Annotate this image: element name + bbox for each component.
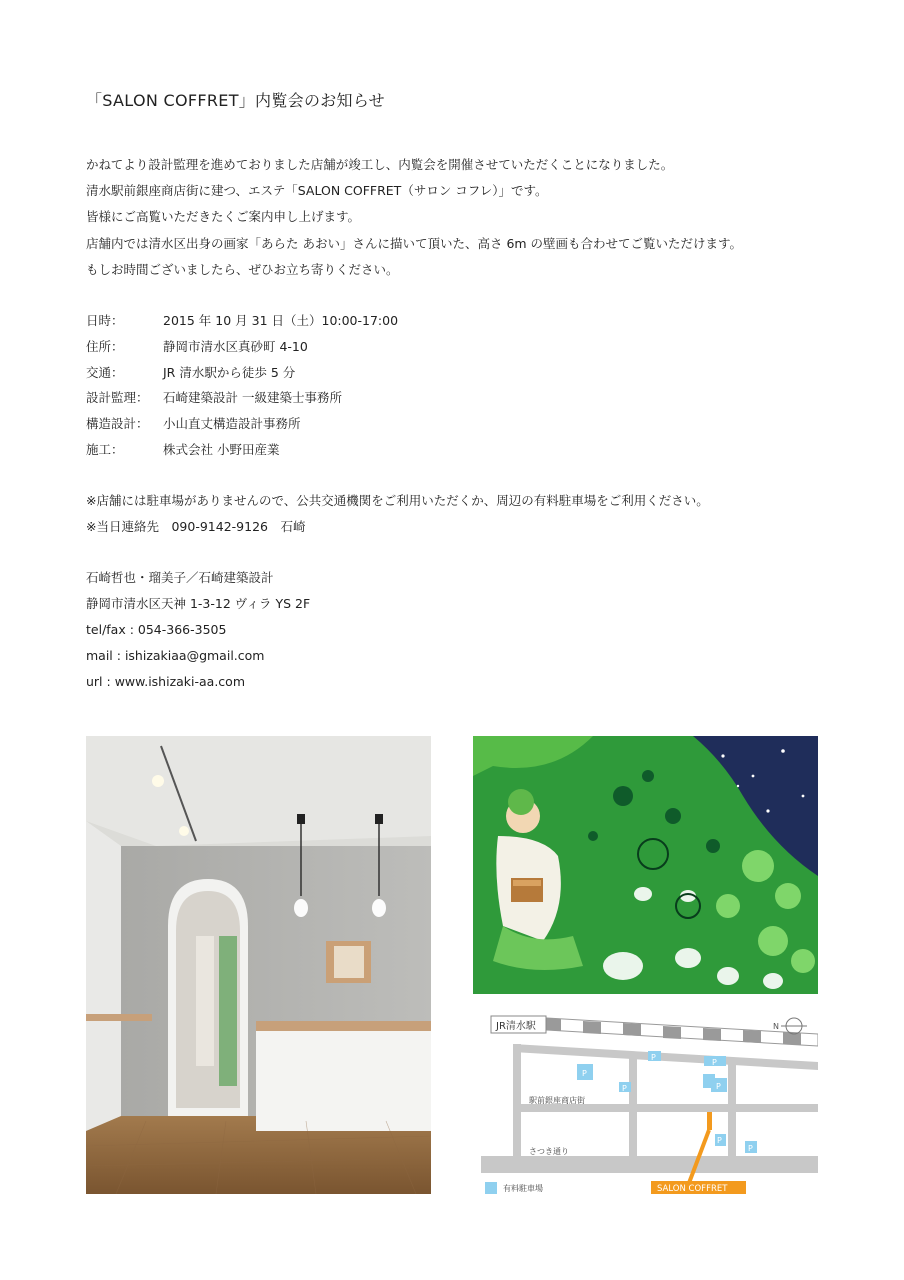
station-label: JR清水駅 [496, 1021, 536, 1032]
detail-value: 株式会社 小野田産業 [163, 441, 280, 457]
note-parking: ※店舗には駐車場がありませんので、公共交通機関をご利用いただくか、周辺の有料駐車場をご利用ください。 [86, 493, 709, 508]
intro-line: 清水駅前銀座商店街に建つ、エステ「SALON COFFRET（サロン コフレ）」です。 [86, 183, 548, 199]
detail-value: 石崎建築設計 一級建築士事務所 [163, 390, 342, 406]
contact-mail-link[interactable]: mail : ishizakiaa@gmail.com [86, 648, 265, 663]
legend-parking-label: 有料駐車場 [503, 1184, 543, 1193]
railway-line [513, 1016, 818, 1046]
svg-text:P: P [622, 1084, 627, 1093]
street-label-satsuki: さつき通り [529, 1147, 569, 1156]
svg-text:P: P [748, 1144, 753, 1153]
detail-label: 設計監理： [86, 390, 149, 406]
detail-label: 住所： [86, 338, 124, 354]
interior-photo [86, 736, 431, 1194]
detail-label: 日時： [86, 313, 124, 328]
intro-paragraph [86, 152, 742, 283]
contact-url-link[interactable]: url : www.ishizaki-aa.com [86, 674, 246, 689]
svg-text:P: P [717, 1136, 722, 1145]
detail-value: 2015 年 10 月 31 日（土）10:00-17:00 [163, 313, 399, 328]
north-label: N [773, 1022, 779, 1031]
detail-label: 施工： [86, 441, 124, 457]
intro-line: かねてより設計監理を進めておりました店舗が竣工し、内覧会を開催させていただくことになりました。 [86, 157, 674, 172]
detail-row-structure [86, 411, 398, 437]
notes [86, 488, 709, 540]
page-title: 「SALON COFFRET」内覧会のお知らせ [86, 91, 385, 110]
contact-name: 石崎哲也・瑠美子／石崎建築設計 [86, 570, 274, 585]
event-details [86, 308, 398, 463]
svg-text:P: P [582, 1069, 587, 1078]
access-map [473, 1006, 818, 1196]
svg-text:P: P [712, 1058, 717, 1067]
detail-row-date [86, 308, 398, 334]
detail-value: 小山直丈構造設計事務所 [163, 416, 301, 432]
intro-line: 皆様にご高覧いただきたくご案内申し上げます。 [86, 209, 361, 225]
detail-row-construction [86, 437, 398, 463]
detail-label: 構造設計： [86, 416, 149, 432]
detail-row-address [86, 334, 398, 360]
detail-value: JR 清水駅から徒歩 5 分 [163, 364, 296, 380]
detail-row-design [86, 385, 398, 411]
contact-info [86, 565, 310, 695]
contact-tel: tel/fax : 054-366-3505 [86, 622, 227, 637]
intro-line: もしお時間ございましたら、ぜひお立ち寄りください。 [86, 261, 399, 277]
svg-text:P: P [716, 1082, 721, 1091]
mural-photo [473, 736, 818, 994]
note-contact: ※当日連絡先 090-9142-9126 石崎 [86, 519, 306, 534]
intro-line: 店舗内では清水区出身の画家「あらた あおい」さんに描いて頂いた、高さ 6m の壁画も合わせてご覧いただけます。 [86, 235, 743, 251]
salon-label: SALON COFFRET [657, 1184, 728, 1194]
detail-label: 交通： [86, 364, 124, 380]
salon-route [707, 1112, 712, 1130]
detail-value: 静岡市清水区真砂町 4-10 [163, 338, 308, 354]
contact-address: 静岡市清水区天神 1-3-12 ヴィラ YS 2F [86, 596, 311, 611]
street-label-ginza: 駅前銀座商店街 [529, 1096, 585, 1105]
legend-parking-swatch [485, 1182, 497, 1194]
svg-text:P: P [651, 1053, 656, 1062]
detail-row-access [86, 360, 398, 386]
